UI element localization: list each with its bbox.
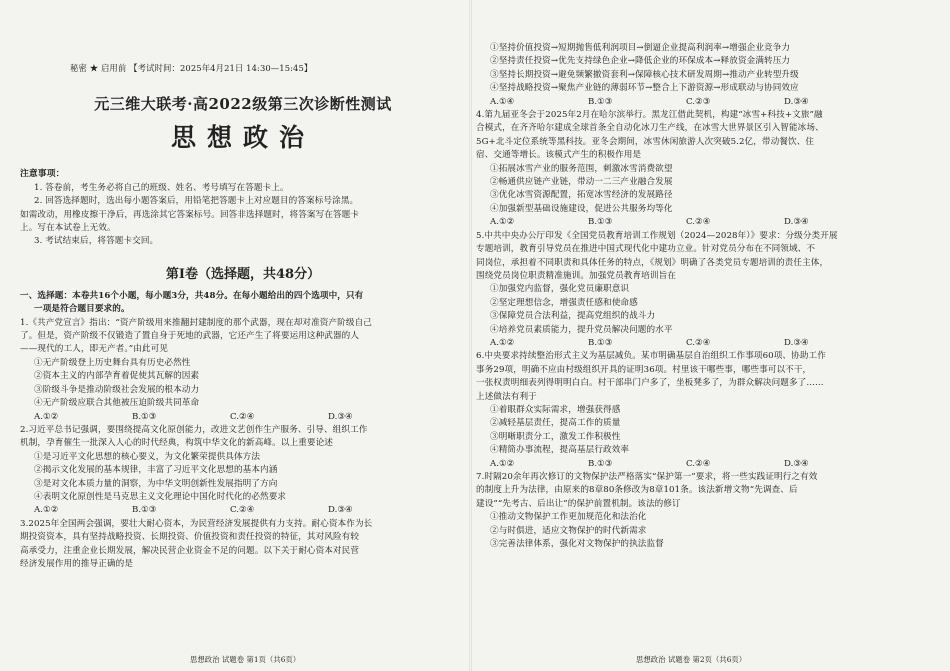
question-stem: 2.习近平总书记强调，要围绕提高文化原创能力，改进文艺创作生产服务、引导、组织工作 (20, 424, 368, 435)
option-a: A.①② (490, 217, 515, 228)
choice-item: ②与时俱进，适应文物保护的时代新需求 (490, 525, 647, 536)
option-d: D.③④ (328, 411, 353, 422)
choice-item: ③优化冰雪资源配置，拓宽冰雪经济的发展路径 (490, 190, 673, 201)
question-stem: 5G+北斗定位系统等黑科技。亚冬会期间，冰雪休闲旅游人次突破5.2亿，带动餐饮、住 (476, 136, 815, 147)
question-stem: 3.2025年全国两会强调，要壮大耐心资本，为民营经济发展提供有力支持。耐心资本作为长 (20, 518, 373, 529)
option-d: D.③④ (784, 96, 809, 107)
option-b: B.①③ (588, 217, 613, 228)
choice-item: ②揭示文化发展的基本规律，丰富了习近平文化思想的基本内涵 (34, 465, 278, 476)
option-c: C.②④ (686, 337, 711, 348)
option-b: B.①③ (588, 96, 613, 107)
choice-item: ①推动文物保护工作更加规范化和法治化 (490, 512, 647, 523)
question-stem: 围绕党员岗位职责精准施训。加强党员教育培训旨在 (476, 270, 676, 281)
question-stem: 7.时隔20余年再次修订的文物保护法严格落实“保护第一”要求，将一些实践证明行之有效 (476, 472, 818, 482)
option-d: D.③④ (784, 458, 809, 469)
question-stem: 建设”“先考古、后出让”的保护前置机制。该法的修订 (476, 498, 681, 509)
choice-item: ②减轻基层责任，提高工作的质量 (490, 418, 621, 429)
answer-options (20, 411, 466, 424)
answer-options (476, 337, 940, 350)
question-stem: 的制度上升为法律，由原来的8章80条修改为8章101条。该法新增文物“先调查、后 (476, 485, 798, 496)
choice-item: ③保障党员合法利益，提高党组织的战斗力 (490, 311, 656, 322)
question-stem: 4.第九届亚冬会于2025年2月在哈尔滨举行。黑龙江借此契机，构建“冰雪+科技+文旅”融 (476, 110, 823, 121)
option-a: A.①② (490, 458, 515, 469)
note-line: 1. 答卷前，考生务必将自己的班级、姓名、考号填写在答题卡上。 (34, 182, 289, 193)
choice-item: ③坚持长期投资→避免频繁撤资套利→保障核心技术研发周期→推动产业转型升级 (490, 69, 799, 80)
question-stem: 经济发展作用的推导正确的是 (20, 558, 134, 569)
question-stem: 高承受力，注重企业长期发展，解决民营企业资金不足的问题。以下关于耐心资本对民营 (20, 545, 360, 556)
page-footer-left: 思想政治 试题卷 第1页（共6页） (190, 655, 301, 664)
choice-item: ①坚持价值投资→短期抛售低利润项目→倒逼企业提高利润率→增强企业竞争力 (490, 43, 791, 53)
note-line: 如需改动，用橡皮擦干净后，再选涂其它答案标号。回答非选择题时，将答案写在答题卡 (20, 209, 360, 220)
page-left (20, 0, 466, 671)
option-c: C.②④ (230, 505, 255, 516)
choice-item: ①加强党内监督，强化党员廉职意识 (490, 284, 630, 295)
page-fold (469, 0, 472, 671)
option-c: C.②④ (686, 458, 711, 469)
choice-item: ①拓展冰雪产业的服务范围，刺激冰雪消费欲望 (490, 163, 673, 174)
choice-item: ①着眼群众实际需求，增强获得感 (490, 404, 621, 415)
exam-title: 元三维大联考·高2022级第三次诊断性测试 (94, 95, 392, 114)
question-stem: ——现代的工人，即无产者。”由此可见 (20, 344, 168, 355)
option-b: B.①③ (588, 337, 613, 348)
choice-item: ④精简办事流程，提高基层行政效率 (490, 445, 630, 456)
question-stem: 合模式，在齐齐哈尔建成全球首条全自动化冰刀生产线，在冰雪大世界景区引入智能冰场、 (476, 123, 824, 134)
option-c: C.②④ (686, 217, 711, 228)
choice-item: ④表明文化原创性是马克思主义文化理论中国化时代化的必然要求 (34, 491, 287, 502)
section-instruction: 一、选择题：本卷共16个小题，每小题3分，共48分。在每小题给出的四个选项中，只有 (20, 290, 364, 301)
option-a: A.①② (34, 505, 59, 516)
answer-options (476, 216, 940, 229)
choice-item: ①是习近平文化思想的核心要义，为文化繁荣提供具体方法 (34, 451, 261, 462)
notes-heading: 注意事项： (20, 169, 65, 180)
question-stem: 期投资资本，具有坚持战略投资、长期投资、价值投资和责任投资的特征，其对风险有较 (20, 532, 360, 543)
option-a: A.①② (490, 337, 515, 348)
option-d: D.③④ (784, 217, 809, 228)
answer-options (476, 96, 940, 109)
choice-item: ④坚持战略投资→聚焦产业链的薄弱环节→整合上下游资源→形成联动与协同效应 (490, 83, 799, 94)
choice-item: ③阶级斗争是推动阶级社会发展的根本动力 (34, 384, 200, 395)
choice-item: ②坚定理想信念，增强责任感和使命感 (490, 297, 638, 308)
note-line: 上。写在本试卷上无效。 (20, 223, 116, 234)
question-stem: 5.中共中央办公厅印发《全国党员教育培训工作规划（2024—2028年）》要求：分级分类开展 (476, 230, 838, 241)
option-d: D.③④ (328, 505, 353, 516)
question-stem: 1.《共产党宣言》指出：“资产阶级用来推翻封建制度的那个武器，现在却对准资产阶级自己 (20, 317, 372, 328)
question-stem: 6.中央要求持续整治形式主义为基层减负。某市明确基层自治组织工作事项60项、协助工作 (476, 351, 826, 362)
confidential-line: 秘密 ★ 启用前 【考试时间：2025年4月21日 14:30—15:45】 (70, 63, 313, 73)
choice-item: ④培养党员素质能力，提升党员解决问题的水平 (490, 324, 673, 335)
option-c: C.②③ (686, 96, 711, 107)
question-stem: 了。但是，资产阶级不仅锻造了置自身于死地的武器，它还产生了将要运用这种武器的人 (20, 331, 360, 342)
question-stem: 宿、交通等增长。该模式产生的积极作用是 (476, 150, 642, 161)
part-title: 第Ⅰ卷（选择题，共48分） (165, 266, 321, 282)
choice-item: ②资本主义的内部孕育着促使其瓦解的因素 (34, 371, 200, 382)
option-a: A.①② (34, 411, 59, 422)
option-b: B.①③ (132, 505, 157, 516)
choice-item: ②坚持责任投资→优先支持绿色企业→降低企业的环保成本→释放资金满转压力 (490, 56, 791, 67)
section-instruction: 一项是符合题目要求的。 (34, 304, 130, 315)
option-b: B.①③ (132, 411, 157, 422)
option-b: B.①③ (588, 458, 613, 469)
question-stem: 上述做法有利于 (476, 391, 537, 402)
choice-item: ③完善法律体系，强化对文物保护的执法监督 (490, 539, 664, 550)
note-line: 2. 回答选择题时，选出每小题答案后，用铅笔把答题卡上对应题目的答案标号涂黑。 (34, 196, 359, 207)
page-right (476, 0, 940, 671)
page-footer-right: 思想政治 试题卷 第2页（共6页） (636, 655, 747, 664)
choice-item: ③明晰职责分工，激发工作积极性 (490, 431, 621, 442)
choice-item: ④加强新型基础设施建设，促进公共服务均等化 (490, 203, 673, 214)
question-stem: 一张权责明细表列得明明白白。村干部串门户多了，坐板凳多了，为群众解决问题多了…… (476, 378, 824, 389)
choice-item: ②畅通供应链产业链，带动一二三产业融合发展 (490, 177, 673, 188)
choice-item: ①无产阶级登上历史舞台具有历史必然性 (34, 357, 191, 368)
note-line: 3. 考试结束后，将答题卡交回。 (34, 236, 159, 247)
question-stem: 专题培训，教育引导党员在推进中国式现代化中建功立业。针对党员分布在不同领域、不 (476, 244, 816, 255)
question-stem: 事务29项，明确不应由村级组织开具的证明36项。村里该干哪些事，哪些事可以不干， (476, 364, 812, 375)
answer-options (476, 458, 940, 471)
option-c: C.②④ (230, 411, 255, 422)
option-a: A.①④ (490, 96, 515, 107)
answer-options (20, 504, 466, 517)
choice-item: ④无产阶级应联合其他被压迫阶级共同革命 (34, 398, 200, 409)
subject-title: 思想政治 (170, 123, 315, 153)
question-stem: 同岗位，承担着不同职责和具体任务的特点，《规划》明确了各类党员专题培训的责任主体， (476, 257, 829, 268)
question-stem: 机制，孕育催生一批深入人心的时代经典，构筑中华文化的新高峰。以上重要论述 (20, 438, 333, 449)
option-d: D.③④ (784, 337, 809, 348)
choice-item: ③是对文化本质力量的洞察，为中华文明创新性发展指明了方向 (34, 478, 278, 489)
